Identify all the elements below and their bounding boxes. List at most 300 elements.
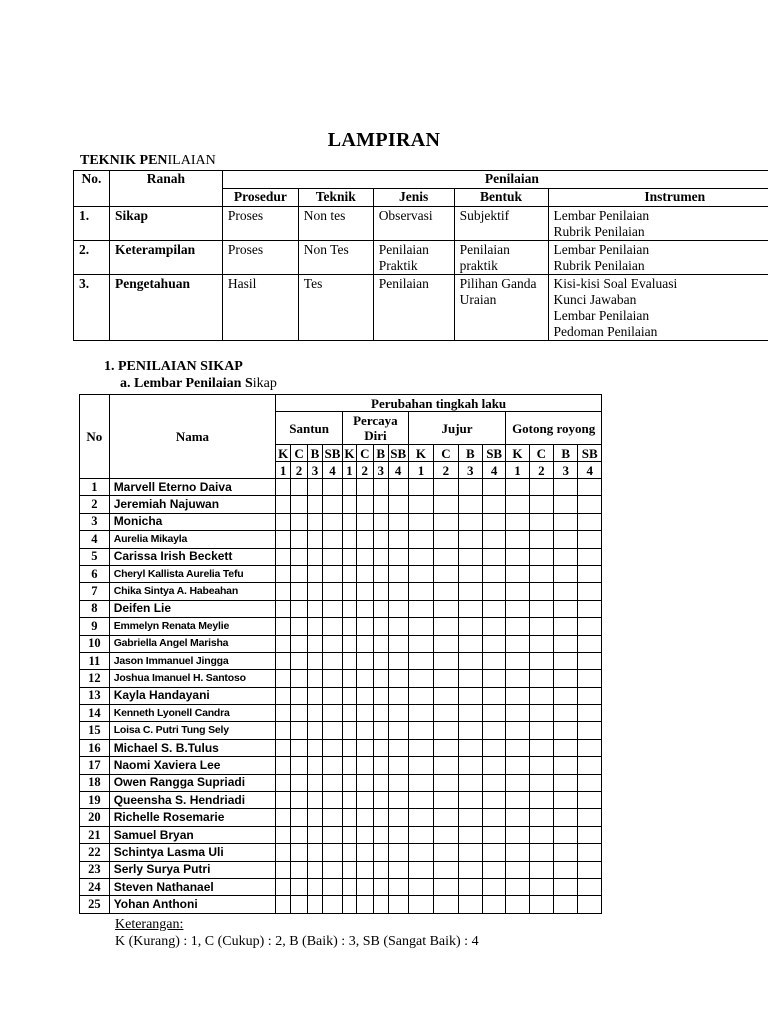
score-cell[interactable] — [291, 496, 308, 513]
score-cell[interactable] — [408, 513, 433, 530]
score-cell[interactable] — [458, 739, 482, 756]
score-cell[interactable] — [276, 722, 291, 739]
score-cell[interactable] — [506, 878, 529, 895]
score-cell[interactable] — [291, 583, 308, 600]
score-cell[interactable] — [554, 774, 578, 791]
score-cell[interactable] — [554, 687, 578, 704]
score-cell[interactable] — [343, 861, 357, 878]
score-cell[interactable] — [343, 739, 357, 756]
score-cell[interactable] — [408, 739, 433, 756]
score-cell[interactable] — [506, 670, 529, 687]
score-cell[interactable] — [529, 809, 553, 826]
score-cell[interactable] — [388, 861, 408, 878]
score-cell[interactable] — [578, 861, 602, 878]
score-cell[interactable] — [356, 513, 373, 530]
score-cell[interactable] — [578, 792, 602, 809]
score-cell[interactable] — [434, 774, 458, 791]
score-cell[interactable] — [578, 878, 602, 895]
score-cell[interactable] — [506, 479, 529, 496]
score-cell[interactable] — [373, 722, 388, 739]
score-cell[interactable] — [578, 652, 602, 669]
score-cell[interactable] — [291, 739, 308, 756]
score-cell[interactable] — [434, 565, 458, 582]
score-cell[interactable] — [578, 687, 602, 704]
score-cell[interactable] — [482, 705, 505, 722]
score-cell[interactable] — [373, 618, 388, 635]
score-cell[interactable] — [322, 583, 342, 600]
score-cell[interactable] — [343, 479, 357, 496]
score-cell[interactable] — [458, 722, 482, 739]
score-cell[interactable] — [434, 583, 458, 600]
score-cell[interactable] — [408, 687, 433, 704]
score-cell[interactable] — [373, 844, 388, 861]
score-cell[interactable] — [343, 705, 357, 722]
score-cell[interactable] — [408, 826, 433, 843]
score-cell[interactable] — [322, 600, 342, 617]
score-cell[interactable] — [356, 670, 373, 687]
score-cell[interactable] — [506, 583, 529, 600]
score-cell[interactable] — [529, 548, 553, 565]
score-cell[interactable] — [554, 670, 578, 687]
score-cell[interactable] — [458, 687, 482, 704]
score-cell[interactable] — [356, 896, 373, 913]
score-cell[interactable] — [276, 652, 291, 669]
score-cell[interactable] — [373, 878, 388, 895]
score-cell[interactable] — [554, 757, 578, 774]
score-cell[interactable] — [506, 774, 529, 791]
score-cell[interactable] — [529, 722, 553, 739]
score-cell[interactable] — [388, 565, 408, 582]
score-cell[interactable] — [434, 844, 458, 861]
score-cell[interactable] — [408, 583, 433, 600]
score-cell[interactable] — [506, 600, 529, 617]
score-cell[interactable] — [458, 705, 482, 722]
score-cell[interactable] — [343, 583, 357, 600]
score-cell[interactable] — [343, 687, 357, 704]
score-cell[interactable] — [373, 757, 388, 774]
score-cell[interactable] — [482, 826, 505, 843]
score-cell[interactable] — [322, 565, 342, 582]
score-cell[interactable] — [578, 739, 602, 756]
score-cell[interactable] — [291, 600, 308, 617]
score-cell[interactable] — [373, 687, 388, 704]
score-cell[interactable] — [408, 896, 433, 913]
score-cell[interactable] — [308, 479, 323, 496]
score-cell[interactable] — [482, 479, 505, 496]
score-cell[interactable] — [434, 479, 458, 496]
score-cell[interactable] — [554, 722, 578, 739]
score-cell[interactable] — [308, 513, 323, 530]
score-cell[interactable] — [291, 513, 308, 530]
score-cell[interactable] — [373, 600, 388, 617]
score-cell[interactable] — [388, 652, 408, 669]
score-cell[interactable] — [529, 531, 553, 548]
score-cell[interactable] — [578, 618, 602, 635]
score-cell[interactable] — [506, 687, 529, 704]
score-cell[interactable] — [434, 826, 458, 843]
score-cell[interactable] — [554, 792, 578, 809]
score-cell[interactable] — [276, 826, 291, 843]
score-cell[interactable] — [529, 774, 553, 791]
score-cell[interactable] — [291, 548, 308, 565]
score-cell[interactable] — [482, 513, 505, 530]
score-cell[interactable] — [291, 844, 308, 861]
score-cell[interactable] — [322, 652, 342, 669]
score-cell[interactable] — [343, 635, 357, 652]
score-cell[interactable] — [356, 774, 373, 791]
score-cell[interactable] — [322, 861, 342, 878]
score-cell[interactable] — [482, 739, 505, 756]
score-cell[interactable] — [388, 600, 408, 617]
score-cell[interactable] — [343, 774, 357, 791]
score-cell[interactable] — [434, 635, 458, 652]
score-cell[interactable] — [434, 652, 458, 669]
score-cell[interactable] — [482, 635, 505, 652]
score-cell[interactable] — [276, 809, 291, 826]
score-cell[interactable] — [276, 878, 291, 895]
score-cell[interactable] — [388, 548, 408, 565]
score-cell[interactable] — [276, 670, 291, 687]
score-cell[interactable] — [506, 844, 529, 861]
score-cell[interactable] — [356, 844, 373, 861]
score-cell[interactable] — [388, 792, 408, 809]
score-cell[interactable] — [434, 739, 458, 756]
score-cell[interactable] — [373, 652, 388, 669]
score-cell[interactable] — [529, 757, 553, 774]
score-cell[interactable] — [291, 809, 308, 826]
score-cell[interactable] — [291, 635, 308, 652]
score-cell[interactable] — [388, 896, 408, 913]
score-cell[interactable] — [343, 722, 357, 739]
score-cell[interactable] — [529, 635, 553, 652]
score-cell[interactable] — [434, 896, 458, 913]
score-cell[interactable] — [408, 757, 433, 774]
score-cell[interactable] — [291, 896, 308, 913]
score-cell[interactable] — [529, 739, 553, 756]
score-cell[interactable] — [308, 548, 323, 565]
score-cell[interactable] — [373, 774, 388, 791]
score-cell[interactable] — [482, 496, 505, 513]
score-cell[interactable] — [291, 618, 308, 635]
score-cell[interactable] — [276, 757, 291, 774]
score-cell[interactable] — [373, 670, 388, 687]
score-cell[interactable] — [322, 739, 342, 756]
score-cell[interactable] — [578, 565, 602, 582]
score-cell[interactable] — [529, 496, 553, 513]
score-cell[interactable] — [308, 565, 323, 582]
score-cell[interactable] — [578, 600, 602, 617]
score-cell[interactable] — [322, 635, 342, 652]
score-cell[interactable] — [529, 687, 553, 704]
score-cell[interactable] — [276, 513, 291, 530]
score-cell[interactable] — [506, 565, 529, 582]
score-cell[interactable] — [482, 774, 505, 791]
score-cell[interactable] — [388, 757, 408, 774]
score-cell[interactable] — [308, 826, 323, 843]
score-cell[interactable] — [506, 896, 529, 913]
score-cell[interactable] — [356, 565, 373, 582]
score-cell[interactable] — [482, 878, 505, 895]
score-cell[interactable] — [388, 687, 408, 704]
score-cell[interactable] — [322, 792, 342, 809]
score-cell[interactable] — [529, 792, 553, 809]
score-cell[interactable] — [458, 878, 482, 895]
score-cell[interactable] — [578, 896, 602, 913]
score-cell[interactable] — [458, 600, 482, 617]
score-cell[interactable] — [291, 687, 308, 704]
score-cell[interactable] — [308, 531, 323, 548]
score-cell[interactable] — [434, 687, 458, 704]
score-cell[interactable] — [373, 861, 388, 878]
score-cell[interactable] — [458, 496, 482, 513]
score-cell[interactable] — [554, 513, 578, 530]
score-cell[interactable] — [482, 565, 505, 582]
score-cell[interactable] — [388, 635, 408, 652]
score-cell[interactable] — [482, 687, 505, 704]
score-cell[interactable] — [308, 757, 323, 774]
score-cell[interactable] — [578, 479, 602, 496]
score-cell[interactable] — [373, 496, 388, 513]
score-cell[interactable] — [506, 826, 529, 843]
score-cell[interactable] — [458, 844, 482, 861]
score-cell[interactable] — [373, 826, 388, 843]
score-cell[interactable] — [529, 844, 553, 861]
score-cell[interactable] — [578, 531, 602, 548]
score-cell[interactable] — [408, 861, 433, 878]
score-cell[interactable] — [343, 652, 357, 669]
score-cell[interactable] — [506, 809, 529, 826]
score-cell[interactable] — [308, 618, 323, 635]
score-cell[interactable] — [343, 531, 357, 548]
score-cell[interactable] — [373, 635, 388, 652]
score-cell[interactable] — [343, 757, 357, 774]
score-cell[interactable] — [343, 878, 357, 895]
score-cell[interactable] — [554, 565, 578, 582]
score-cell[interactable] — [356, 687, 373, 704]
score-cell[interactable] — [373, 548, 388, 565]
score-cell[interactable] — [482, 600, 505, 617]
score-cell[interactable] — [276, 618, 291, 635]
score-cell[interactable] — [529, 705, 553, 722]
score-cell[interactable] — [506, 792, 529, 809]
score-cell[interactable] — [308, 670, 323, 687]
score-cell[interactable] — [308, 739, 323, 756]
score-cell[interactable] — [343, 565, 357, 582]
score-cell[interactable] — [554, 583, 578, 600]
score-cell[interactable] — [356, 809, 373, 826]
score-cell[interactable] — [308, 861, 323, 878]
score-cell[interactable] — [291, 722, 308, 739]
score-cell[interactable] — [408, 600, 433, 617]
score-cell[interactable] — [373, 479, 388, 496]
score-cell[interactable] — [482, 548, 505, 565]
score-cell[interactable] — [356, 705, 373, 722]
score-cell[interactable] — [276, 739, 291, 756]
score-cell[interactable] — [578, 844, 602, 861]
score-cell[interactable] — [434, 531, 458, 548]
score-cell[interactable] — [529, 618, 553, 635]
score-cell[interactable] — [434, 600, 458, 617]
score-cell[interactable] — [458, 809, 482, 826]
score-cell[interactable] — [308, 600, 323, 617]
score-cell[interactable] — [356, 496, 373, 513]
score-cell[interactable] — [343, 513, 357, 530]
score-cell[interactable] — [482, 792, 505, 809]
score-cell[interactable] — [482, 583, 505, 600]
score-cell[interactable] — [554, 809, 578, 826]
score-cell[interactable] — [388, 844, 408, 861]
score-cell[interactable] — [578, 722, 602, 739]
score-cell[interactable] — [554, 705, 578, 722]
score-cell[interactable] — [308, 652, 323, 669]
score-cell[interactable] — [308, 792, 323, 809]
score-cell[interactable] — [529, 670, 553, 687]
score-cell[interactable] — [408, 809, 433, 826]
score-cell[interactable] — [434, 548, 458, 565]
score-cell[interactable] — [506, 757, 529, 774]
score-cell[interactable] — [408, 652, 433, 669]
score-cell[interactable] — [408, 792, 433, 809]
score-cell[interactable] — [554, 531, 578, 548]
score-cell[interactable] — [291, 774, 308, 791]
score-cell[interactable] — [276, 635, 291, 652]
score-cell[interactable] — [276, 861, 291, 878]
score-cell[interactable] — [529, 652, 553, 669]
score-cell[interactable] — [554, 896, 578, 913]
score-cell[interactable] — [482, 861, 505, 878]
score-cell[interactable] — [356, 757, 373, 774]
score-cell[interactable] — [356, 479, 373, 496]
score-cell[interactable] — [434, 809, 458, 826]
score-cell[interactable] — [308, 687, 323, 704]
score-cell[interactable] — [458, 896, 482, 913]
score-cell[interactable] — [408, 565, 433, 582]
score-cell[interactable] — [578, 757, 602, 774]
score-cell[interactable] — [408, 618, 433, 635]
score-cell[interactable] — [373, 809, 388, 826]
score-cell[interactable] — [458, 513, 482, 530]
score-cell[interactable] — [291, 757, 308, 774]
score-cell[interactable] — [388, 496, 408, 513]
score-cell[interactable] — [373, 583, 388, 600]
score-cell[interactable] — [506, 861, 529, 878]
score-cell[interactable] — [529, 479, 553, 496]
score-cell[interactable] — [356, 722, 373, 739]
score-cell[interactable] — [308, 844, 323, 861]
score-cell[interactable] — [506, 531, 529, 548]
score-cell[interactable] — [322, 670, 342, 687]
score-cell[interactable] — [458, 792, 482, 809]
score-cell[interactable] — [343, 896, 357, 913]
score-cell[interactable] — [554, 844, 578, 861]
score-cell[interactable] — [554, 652, 578, 669]
score-cell[interactable] — [408, 722, 433, 739]
score-cell[interactable] — [408, 531, 433, 548]
score-cell[interactable] — [343, 670, 357, 687]
score-cell[interactable] — [434, 513, 458, 530]
score-cell[interactable] — [343, 618, 357, 635]
score-cell[interactable] — [291, 792, 308, 809]
score-cell[interactable] — [322, 757, 342, 774]
score-cell[interactable] — [276, 565, 291, 582]
score-cell[interactable] — [408, 878, 433, 895]
score-cell[interactable] — [322, 513, 342, 530]
score-cell[interactable] — [291, 705, 308, 722]
score-cell[interactable] — [434, 722, 458, 739]
score-cell[interactable] — [322, 809, 342, 826]
score-cell[interactable] — [291, 826, 308, 843]
score-cell[interactable] — [578, 496, 602, 513]
score-cell[interactable] — [276, 792, 291, 809]
score-cell[interactable] — [291, 861, 308, 878]
score-cell[interactable] — [276, 531, 291, 548]
score-cell[interactable] — [322, 531, 342, 548]
score-cell[interactable] — [356, 861, 373, 878]
score-cell[interactable] — [529, 861, 553, 878]
score-cell[interactable] — [356, 826, 373, 843]
score-cell[interactable] — [388, 618, 408, 635]
score-cell[interactable] — [373, 565, 388, 582]
score-cell[interactable] — [408, 548, 433, 565]
score-cell[interactable] — [458, 565, 482, 582]
score-cell[interactable] — [276, 479, 291, 496]
score-cell[interactable] — [506, 635, 529, 652]
score-cell[interactable] — [578, 809, 602, 826]
score-cell[interactable] — [482, 652, 505, 669]
score-cell[interactable] — [482, 670, 505, 687]
score-cell[interactable] — [276, 705, 291, 722]
score-cell[interactable] — [322, 705, 342, 722]
score-cell[interactable] — [578, 826, 602, 843]
score-cell[interactable] — [388, 583, 408, 600]
score-cell[interactable] — [356, 600, 373, 617]
score-cell[interactable] — [554, 618, 578, 635]
score-cell[interactable] — [322, 844, 342, 861]
score-cell[interactable] — [291, 531, 308, 548]
score-cell[interactable] — [343, 844, 357, 861]
score-cell[interactable] — [529, 878, 553, 895]
score-cell[interactable] — [458, 548, 482, 565]
score-cell[interactable] — [408, 844, 433, 861]
score-cell[interactable] — [458, 826, 482, 843]
score-cell[interactable] — [276, 896, 291, 913]
score-cell[interactable] — [291, 565, 308, 582]
score-cell[interactable] — [458, 861, 482, 878]
score-cell[interactable] — [343, 496, 357, 513]
score-cell[interactable] — [554, 548, 578, 565]
score-cell[interactable] — [458, 774, 482, 791]
score-cell[interactable] — [356, 739, 373, 756]
score-cell[interactable] — [322, 548, 342, 565]
score-cell[interactable] — [554, 826, 578, 843]
score-cell[interactable] — [408, 705, 433, 722]
score-cell[interactable] — [308, 878, 323, 895]
score-cell[interactable] — [388, 809, 408, 826]
score-cell[interactable] — [578, 548, 602, 565]
score-cell[interactable] — [343, 600, 357, 617]
score-cell[interactable] — [291, 878, 308, 895]
score-cell[interactable] — [308, 809, 323, 826]
score-cell[interactable] — [408, 479, 433, 496]
score-cell[interactable] — [291, 479, 308, 496]
score-cell[interactable] — [322, 826, 342, 843]
score-cell[interactable] — [276, 687, 291, 704]
score-cell[interactable] — [506, 739, 529, 756]
score-cell[interactable] — [578, 513, 602, 530]
score-cell[interactable] — [434, 757, 458, 774]
score-cell[interactable] — [322, 722, 342, 739]
score-cell[interactable] — [458, 635, 482, 652]
